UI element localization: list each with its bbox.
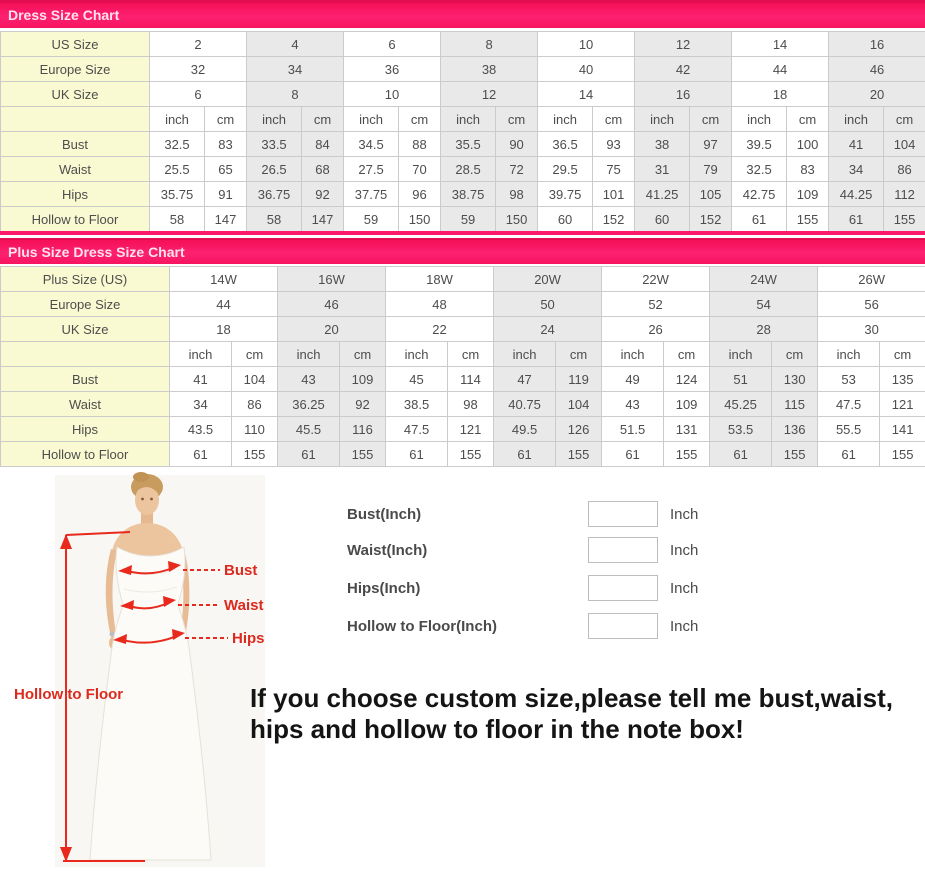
waist-input[interactable] bbox=[588, 537, 658, 563]
hips-label: Hips bbox=[232, 630, 265, 647]
measure-row bbox=[1, 367, 925, 392]
measure-value-cell: 36.25 bbox=[278, 392, 340, 417]
cm-unit-cell: cm bbox=[690, 107, 732, 132]
size-value-cell: 12 bbox=[635, 32, 732, 57]
measure-value-cell: 53.5 bbox=[710, 417, 772, 442]
measure-value-cell: 126 bbox=[556, 417, 602, 442]
hollow-to-floor-label: Hollow to Floor bbox=[14, 686, 124, 703]
chart1-title: Dress Size Chart bbox=[8, 7, 120, 23]
size-value-cell: 22W bbox=[602, 267, 710, 292]
measure-value-cell: 97 bbox=[690, 132, 732, 157]
cm-unit-cell: cm bbox=[593, 107, 635, 132]
size-value-cell: 20 bbox=[829, 82, 925, 107]
size-value-cell: 14 bbox=[732, 32, 829, 57]
size-value-cell: 4 bbox=[247, 32, 344, 57]
measure-value-cell: 38 bbox=[635, 132, 690, 157]
measure-value-cell: 70 bbox=[399, 157, 441, 182]
measure-value-cell: 155 bbox=[232, 442, 278, 467]
size-value-cell: 8 bbox=[441, 32, 538, 57]
inch-unit-cell: inch bbox=[386, 342, 448, 367]
inch-unit-cell: inch bbox=[170, 342, 232, 367]
hollow-to-floor-form-row bbox=[347, 612, 747, 640]
measure-value-cell: 147 bbox=[302, 207, 344, 234]
measure-value-cell: 38.5 bbox=[386, 392, 448, 417]
size-value-cell: 52 bbox=[602, 292, 710, 317]
measure-value-cell: 136 bbox=[772, 417, 818, 442]
bust-unit-label: Inch bbox=[670, 505, 699, 523]
measure-value-cell: 34 bbox=[829, 157, 884, 182]
size-row-label: US Size bbox=[1, 32, 150, 57]
cm-unit-cell: cm bbox=[787, 107, 829, 132]
measure-value-cell: 155 bbox=[787, 207, 829, 234]
measure-value-cell: 47.5 bbox=[818, 392, 880, 417]
size-value-cell: 38 bbox=[441, 57, 538, 82]
measure-value-cell: 33.5 bbox=[247, 132, 302, 157]
inch-unit-cell: inch bbox=[441, 107, 496, 132]
measure-value-cell: 150 bbox=[399, 207, 441, 234]
size-row bbox=[1, 82, 925, 107]
unit-header-row bbox=[1, 342, 925, 367]
size-value-cell: 10 bbox=[538, 32, 635, 57]
size-value-cell: 42 bbox=[635, 57, 732, 82]
inch-unit-cell: inch bbox=[635, 107, 690, 132]
cm-unit-cell: cm bbox=[772, 342, 818, 367]
measure-value-cell: 147 bbox=[205, 207, 247, 234]
measure-value-cell: 109 bbox=[664, 392, 710, 417]
size-value-cell: 46 bbox=[829, 57, 925, 82]
measure-value-cell: 53 bbox=[818, 367, 880, 392]
measure-value-cell: 104 bbox=[884, 132, 925, 157]
bust-input[interactable] bbox=[588, 501, 658, 527]
measure-value-cell: 35.5 bbox=[441, 132, 496, 157]
measure-value-cell: 37.75 bbox=[344, 182, 399, 207]
measure-value-cell: 45.25 bbox=[710, 392, 772, 417]
size-row bbox=[1, 317, 925, 342]
measure-value-cell: 84 bbox=[302, 132, 344, 157]
bust-label: Bust bbox=[224, 562, 258, 579]
measure-value-cell: 65 bbox=[205, 157, 247, 182]
measure-value-cell: 61 bbox=[278, 442, 340, 467]
measure-value-cell: 61 bbox=[170, 442, 232, 467]
measure-value-cell: 98 bbox=[448, 392, 494, 417]
size-value-cell: 32 bbox=[150, 57, 247, 82]
bust-field-label: Bust(Inch) bbox=[347, 505, 422, 523]
plus-size-chart-title-bar bbox=[0, 238, 925, 264]
measure-value-cell: 41 bbox=[170, 367, 232, 392]
measure-row bbox=[1, 132, 925, 157]
inch-unit-cell: inch bbox=[150, 107, 205, 132]
measure-value-cell: 141 bbox=[880, 417, 925, 442]
measure-value-cell: 27.5 bbox=[344, 157, 399, 182]
size-value-cell: 18 bbox=[732, 82, 829, 107]
measure-value-cell: 155 bbox=[884, 207, 925, 234]
measure-value-cell: 90 bbox=[496, 132, 538, 157]
size-value-cell: 44 bbox=[170, 292, 278, 317]
cm-unit-cell: cm bbox=[448, 342, 494, 367]
measure-value-cell: 72 bbox=[496, 157, 538, 182]
cm-unit-cell: cm bbox=[205, 107, 247, 132]
cm-unit-cell: cm bbox=[556, 342, 602, 367]
measure-value-cell: 155 bbox=[340, 442, 386, 467]
hollow-to-floor-field-label: Hollow to Floor(Inch) bbox=[347, 617, 497, 635]
measure-value-cell: 61 bbox=[818, 442, 880, 467]
size-value-cell: 54 bbox=[710, 292, 818, 317]
cm-unit-cell: cm bbox=[232, 342, 278, 367]
measure-value-cell: 96 bbox=[399, 182, 441, 207]
size-row bbox=[1, 267, 925, 292]
measure-row bbox=[1, 392, 925, 417]
measure-value-cell: 150 bbox=[496, 207, 538, 234]
measure-value-cell: 109 bbox=[340, 367, 386, 392]
measure-value-cell: 152 bbox=[690, 207, 732, 234]
size-row-label: Europe Size bbox=[1, 57, 150, 82]
measure-value-cell: 119 bbox=[556, 367, 602, 392]
measure-value-cell: 44.25 bbox=[829, 182, 884, 207]
size-row bbox=[1, 32, 925, 57]
measure-value-cell: 58 bbox=[150, 207, 205, 234]
dress-size-table bbox=[0, 31, 925, 235]
hips-form-row bbox=[347, 574, 747, 602]
measure-value-cell: 68 bbox=[302, 157, 344, 182]
measure-value-cell: 60 bbox=[538, 207, 593, 234]
custom-size-note bbox=[250, 683, 922, 745]
size-value-cell: 36 bbox=[344, 57, 441, 82]
measure-value-cell: 61 bbox=[494, 442, 556, 467]
measure-value-cell: 43.5 bbox=[170, 417, 232, 442]
measure-value-cell: 59 bbox=[344, 207, 399, 234]
size-value-cell: 10 bbox=[344, 82, 441, 107]
measure-row-label: Waist bbox=[1, 392, 170, 417]
measure-value-cell: 104 bbox=[556, 392, 602, 417]
inch-unit-cell: inch bbox=[538, 107, 593, 132]
plus-size-dress-table bbox=[0, 266, 925, 467]
note-line2: hips and hollow to floor in the note box! bbox=[250, 714, 744, 745]
cm-unit-cell: cm bbox=[340, 342, 386, 367]
waist-field-label: Waist(Inch) bbox=[347, 541, 428, 559]
measure-row bbox=[1, 157, 925, 182]
measure-value-cell: 86 bbox=[884, 157, 925, 182]
measure-value-cell: 135 bbox=[880, 367, 925, 392]
size-row-label: UK Size bbox=[1, 82, 150, 107]
measure-value-cell: 155 bbox=[880, 442, 925, 467]
measure-row-label: Hips bbox=[1, 417, 170, 442]
waist-unit-label: Inch bbox=[670, 541, 699, 559]
measure-row-label: Bust bbox=[1, 367, 170, 392]
size-row-label: Europe Size bbox=[1, 292, 170, 317]
cm-unit-cell: cm bbox=[399, 107, 441, 132]
measure-row-label: Hollow to Floor bbox=[1, 442, 170, 467]
measure-row bbox=[1, 182, 925, 207]
measure-value-cell: 38.75 bbox=[441, 182, 496, 207]
measure-value-cell: 49 bbox=[602, 367, 664, 392]
measure-value-cell: 39.5 bbox=[732, 132, 787, 157]
measure-value-cell: 155 bbox=[448, 442, 494, 467]
hips-field-label: Hips(Inch) bbox=[347, 579, 421, 597]
waist-label: Waist bbox=[224, 597, 264, 614]
measure-value-cell: 86 bbox=[232, 392, 278, 417]
measure-value-cell: 116 bbox=[340, 417, 386, 442]
measure-value-cell: 155 bbox=[664, 442, 710, 467]
cm-unit-cell: cm bbox=[302, 107, 344, 132]
measure-value-cell: 83 bbox=[205, 132, 247, 157]
inch-unit-cell: inch bbox=[247, 107, 302, 132]
measure-value-cell: 40.75 bbox=[494, 392, 556, 417]
chart2-title: Plus Size Dress Size Chart bbox=[8, 244, 185, 260]
dress-size-chart-title-bar bbox=[0, 0, 925, 28]
measure-value-cell: 51 bbox=[710, 367, 772, 392]
measure-value-cell: 61 bbox=[386, 442, 448, 467]
size-value-cell: 24W bbox=[710, 267, 818, 292]
measure-value-cell: 79 bbox=[690, 157, 732, 182]
size-value-cell: 20W bbox=[494, 267, 602, 292]
size-value-cell: 12 bbox=[441, 82, 538, 107]
cm-unit-cell: cm bbox=[496, 107, 538, 132]
measure-row bbox=[1, 207, 925, 234]
measure-value-cell: 155 bbox=[772, 442, 818, 467]
hips-input[interactable] bbox=[588, 575, 658, 601]
hollow-to-floor-unit-label: Inch bbox=[670, 617, 699, 635]
measure-value-cell: 105 bbox=[690, 182, 732, 207]
size-value-cell: 30 bbox=[818, 317, 925, 342]
measure-value-cell: 92 bbox=[302, 182, 344, 207]
measure-value-cell: 47 bbox=[494, 367, 556, 392]
measure-value-cell: 130 bbox=[772, 367, 818, 392]
measure-value-cell: 109 bbox=[787, 182, 829, 207]
size-value-cell: 50 bbox=[494, 292, 602, 317]
measure-row bbox=[1, 442, 925, 467]
size-value-cell: 2 bbox=[150, 32, 247, 57]
measure-value-cell: 59 bbox=[441, 207, 496, 234]
measure-value-cell: 39.75 bbox=[538, 182, 593, 207]
measure-value-cell: 61 bbox=[829, 207, 884, 234]
size-value-cell: 6 bbox=[150, 82, 247, 107]
measure-value-cell: 32.5 bbox=[150, 132, 205, 157]
size-value-cell: 22 bbox=[386, 317, 494, 342]
size-value-cell: 16 bbox=[635, 82, 732, 107]
unit-row-label bbox=[1, 107, 150, 132]
size-row-label: UK Size bbox=[1, 317, 170, 342]
measure-value-cell: 49.5 bbox=[494, 417, 556, 442]
size-value-cell: 6 bbox=[344, 32, 441, 57]
size-value-cell: 34 bbox=[247, 57, 344, 82]
size-value-cell: 20 bbox=[278, 317, 386, 342]
measure-row-label: Hollow to Floor bbox=[1, 207, 150, 234]
cm-unit-cell: cm bbox=[880, 342, 925, 367]
inch-unit-cell: inch bbox=[732, 107, 787, 132]
measure-value-cell: 88 bbox=[399, 132, 441, 157]
measure-value-cell: 41.25 bbox=[635, 182, 690, 207]
measure-value-cell: 112 bbox=[884, 182, 925, 207]
measure-value-cell: 121 bbox=[880, 392, 925, 417]
measure-value-cell: 45 bbox=[386, 367, 448, 392]
size-value-cell: 14W bbox=[170, 267, 278, 292]
measure-value-cell: 28.5 bbox=[441, 157, 496, 182]
size-value-cell: 26 bbox=[602, 317, 710, 342]
inch-unit-cell: inch bbox=[494, 342, 556, 367]
measure-value-cell: 26.5 bbox=[247, 157, 302, 182]
measure-value-cell: 34 bbox=[170, 392, 232, 417]
measure-value-cell: 83 bbox=[787, 157, 829, 182]
measure-value-cell: 32.5 bbox=[732, 157, 787, 182]
measure-value-cell: 35.75 bbox=[150, 182, 205, 207]
size-value-cell: 56 bbox=[818, 292, 925, 317]
measure-value-cell: 121 bbox=[448, 417, 494, 442]
size-row bbox=[1, 292, 925, 317]
measure-value-cell: 31 bbox=[635, 157, 690, 182]
measure-row-label: Waist bbox=[1, 157, 150, 182]
measure-value-cell: 25.5 bbox=[150, 157, 205, 182]
measure-value-cell: 60 bbox=[635, 207, 690, 234]
measure-value-cell: 98 bbox=[496, 182, 538, 207]
inch-unit-cell: inch bbox=[710, 342, 772, 367]
unit-row-label bbox=[1, 342, 170, 367]
measure-value-cell: 41 bbox=[829, 132, 884, 157]
size-value-cell: 18 bbox=[170, 317, 278, 342]
measure-value-cell: 61 bbox=[710, 442, 772, 467]
measure-value-cell: 155 bbox=[556, 442, 602, 467]
inch-unit-cell: inch bbox=[818, 342, 880, 367]
measure-value-cell: 104 bbox=[232, 367, 278, 392]
measure-value-cell: 110 bbox=[232, 417, 278, 442]
size-row bbox=[1, 57, 925, 82]
size-value-cell: 40 bbox=[538, 57, 635, 82]
hips-unit-label: Inch bbox=[670, 579, 699, 597]
measure-value-cell: 101 bbox=[593, 182, 635, 207]
note-line1: If you choose custom size,please tell me bust,waist, bbox=[250, 683, 893, 713]
size-value-cell: 16 bbox=[829, 32, 925, 57]
size-value-cell: 46 bbox=[278, 292, 386, 317]
measure-value-cell: 100 bbox=[787, 132, 829, 157]
measure-value-cell: 51.5 bbox=[602, 417, 664, 442]
measure-value-cell: 36.5 bbox=[538, 132, 593, 157]
measure-value-cell: 114 bbox=[448, 367, 494, 392]
measure-value-cell: 61 bbox=[602, 442, 664, 467]
measure-value-cell: 55.5 bbox=[818, 417, 880, 442]
measure-value-cell: 93 bbox=[593, 132, 635, 157]
measure-value-cell: 36.75 bbox=[247, 182, 302, 207]
measure-value-cell: 152 bbox=[593, 207, 635, 234]
size-value-cell: 28 bbox=[710, 317, 818, 342]
cm-unit-cell: cm bbox=[664, 342, 710, 367]
measure-value-cell: 115 bbox=[772, 392, 818, 417]
inch-unit-cell: inch bbox=[344, 107, 399, 132]
size-value-cell: 16W bbox=[278, 267, 386, 292]
bust-form-row bbox=[347, 500, 747, 528]
measure-value-cell: 43 bbox=[278, 367, 340, 392]
inch-unit-cell: inch bbox=[602, 342, 664, 367]
measure-value-cell: 43 bbox=[602, 392, 664, 417]
measure-value-cell: 47.5 bbox=[386, 417, 448, 442]
size-value-cell: 44 bbox=[732, 57, 829, 82]
size-row-label: Plus Size (US) bbox=[1, 267, 170, 292]
inch-unit-cell: inch bbox=[278, 342, 340, 367]
size-value-cell: 48 bbox=[386, 292, 494, 317]
measure-value-cell: 92 bbox=[340, 392, 386, 417]
size-value-cell: 14 bbox=[538, 82, 635, 107]
measure-value-cell: 61 bbox=[732, 207, 787, 234]
cm-unit-cell: cm bbox=[884, 107, 925, 132]
measure-row bbox=[1, 417, 925, 442]
measure-value-cell: 29.5 bbox=[538, 157, 593, 182]
unit-header-row bbox=[1, 107, 925, 132]
hollow-to-floor-input[interactable] bbox=[588, 613, 658, 639]
size-value-cell: 24 bbox=[494, 317, 602, 342]
measure-value-cell: 58 bbox=[247, 207, 302, 234]
measure-value-cell: 45.5 bbox=[278, 417, 340, 442]
size-value-cell: 8 bbox=[247, 82, 344, 107]
inch-unit-cell: inch bbox=[829, 107, 884, 132]
dress-figure bbox=[0, 471, 330, 869]
size-value-cell: 26W bbox=[818, 267, 925, 292]
measure-value-cell: 42.75 bbox=[732, 182, 787, 207]
measure-value-cell: 124 bbox=[664, 367, 710, 392]
measure-value-cell: 131 bbox=[664, 417, 710, 442]
measure-value-cell: 91 bbox=[205, 182, 247, 207]
measure-row-label: Hips bbox=[1, 182, 150, 207]
measure-value-cell: 75 bbox=[593, 157, 635, 182]
measure-value-cell: 34.5 bbox=[344, 132, 399, 157]
waist-form-row bbox=[347, 536, 747, 564]
size-value-cell: 18W bbox=[386, 267, 494, 292]
measure-row-label: Bust bbox=[1, 132, 150, 157]
